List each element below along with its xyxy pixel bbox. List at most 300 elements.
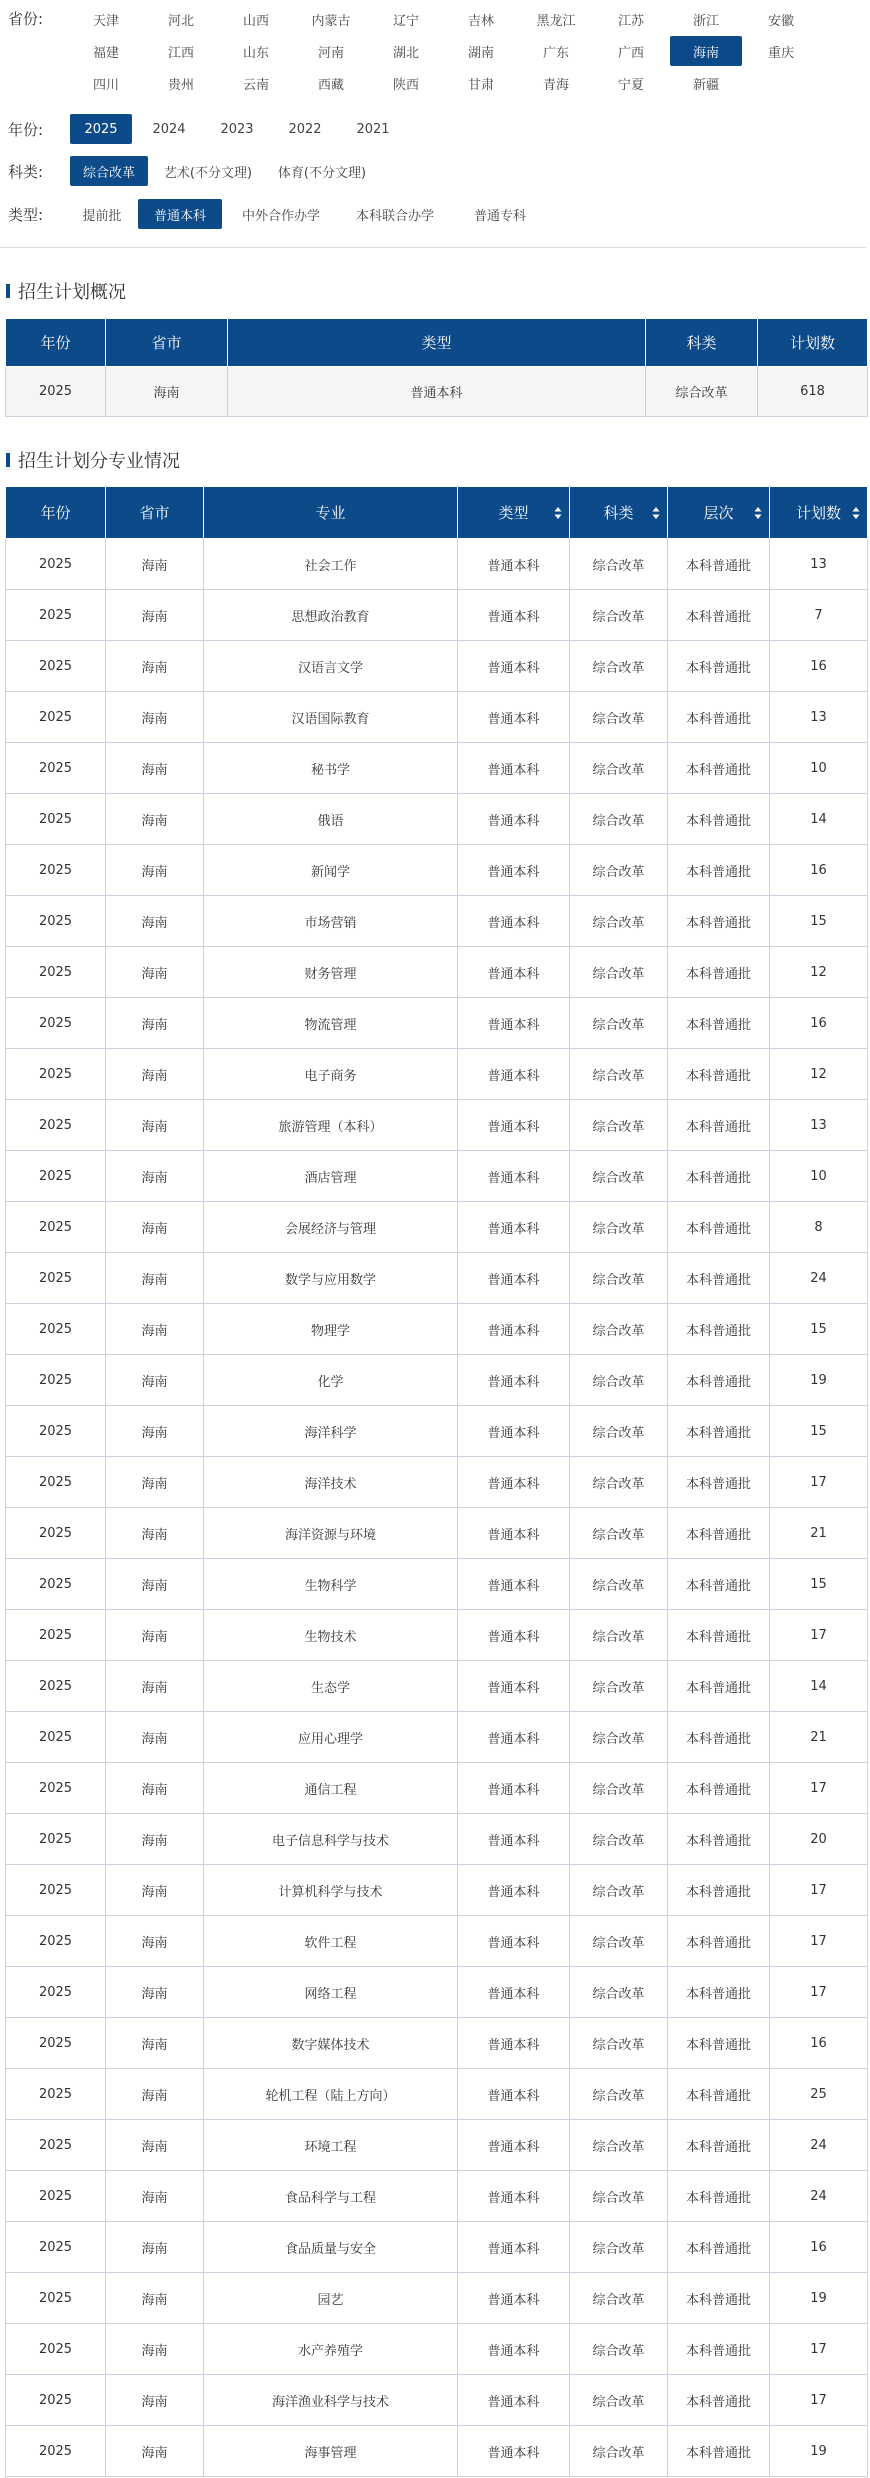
majors-header-row (6, 487, 868, 539)
table-cell: 普通本科 (458, 692, 570, 743)
table-cell: 普通本科 (458, 2222, 570, 2273)
table-cell: 海南 (106, 794, 204, 845)
province-option[interactable]: 福建 (92, 45, 119, 61)
table-cell: 21 (770, 1712, 868, 1763)
table-row (6, 1304, 868, 1355)
year-option[interactable]: 2025 (70, 114, 132, 144)
table-cell: 2025 (6, 1151, 106, 1202)
table-cell: 综合改革 (570, 2375, 668, 2426)
province-option[interactable]: 海南 (670, 36, 742, 66)
table-cell: 环境工程 (204, 2120, 458, 2171)
table-cell: 2025 (6, 1253, 106, 1304)
table-cell: 本科普通批 (668, 743, 770, 794)
table-cell: 本科普通批 (668, 641, 770, 692)
province-option[interactable]: 吉林 (467, 13, 494, 29)
province-option[interactable]: 宁夏 (617, 77, 644, 93)
table-cell: 生态学 (204, 1661, 458, 1712)
sort-icon[interactable] (754, 506, 762, 520)
table-cell: 海南 (106, 1151, 204, 1202)
province-option[interactable]: 云南 (242, 77, 269, 93)
table-cell: 海南 (106, 2120, 204, 2171)
summary-section-title (6, 278, 126, 304)
table-cell: 海南 (106, 367, 228, 417)
table-cell: 2025 (6, 743, 106, 794)
table-cell: 综合改革 (646, 367, 758, 417)
table-cell: 2025 (6, 1763, 106, 1814)
province-option[interactable]: 内蒙古 (311, 13, 351, 29)
table-cell: 海洋科学 (204, 1406, 458, 1457)
table-cell: 本科普通批 (668, 998, 770, 1049)
table-cell: 2025 (6, 947, 106, 998)
table-cell: 2025 (6, 896, 106, 947)
table-row (6, 1151, 868, 1202)
table-cell: 12 (770, 1049, 868, 1100)
table-cell: 综合改革 (570, 1508, 668, 1559)
table-cell: 普通本科 (228, 367, 646, 417)
column-header (204, 487, 458, 539)
table-cell: 综合改革 (570, 2324, 668, 2375)
table-cell: 2025 (6, 2069, 106, 2120)
table-cell: 2025 (6, 641, 106, 692)
table-cell: 2025 (6, 1865, 106, 1916)
sortable-column-header[interactable] (458, 487, 570, 539)
type-option[interactable]: 本科联合办学 (355, 208, 434, 224)
table-cell: 综合改革 (570, 845, 668, 896)
table-cell: 普通本科 (458, 1457, 570, 1508)
province-option[interactable]: 青海 (542, 77, 569, 93)
divider (0, 247, 866, 248)
table-cell: 本科普通批 (668, 2273, 770, 2324)
table-cell: 综合改革 (570, 1457, 668, 1508)
province-option[interactable]: 重庆 (767, 45, 794, 61)
table-cell: 本科普通批 (668, 896, 770, 947)
type-option[interactable]: 普通专科 (473, 208, 526, 224)
column-header-label: 计划数 (795, 504, 841, 522)
year-option[interactable]: 2022 (288, 121, 322, 137)
table-cell: 综合改革 (570, 590, 668, 641)
table-cell: 2025 (6, 692, 106, 743)
table-cell: 本科普通批 (668, 2018, 770, 2069)
table-cell: 2025 (6, 1202, 106, 1253)
table-row (6, 1253, 868, 1304)
table-cell: 本科普通批 (668, 1457, 770, 1508)
table-row (6, 590, 868, 641)
table-cell: 16 (770, 998, 868, 1049)
column-header: 年份 (6, 319, 106, 367)
table-cell: 电子信息科学与技术 (204, 1814, 458, 1865)
table-cell: 汉语国际教育 (204, 692, 458, 743)
table-cell: 本科普通批 (668, 1406, 770, 1457)
table-cell: 数字媒体技术 (204, 2018, 458, 2069)
table-cell: 17 (770, 1967, 868, 2018)
table-cell: 海南 (106, 692, 204, 743)
table-row (6, 896, 868, 947)
table-cell: 本科普通批 (668, 1763, 770, 1814)
table-cell: 本科普通批 (668, 2375, 770, 2426)
table-cell: 13 (770, 539, 868, 590)
table-cell: 本科普通批 (668, 1202, 770, 1253)
table-cell: 生物技术 (204, 1610, 458, 1661)
province-option[interactable]: 新疆 (692, 77, 719, 93)
table-cell: 2025 (6, 845, 106, 896)
column-header (106, 487, 204, 539)
summary-table (5, 318, 868, 417)
province-option[interactable]: 四川 (92, 77, 119, 93)
table-cell: 本科普通批 (668, 2426, 770, 2477)
table-cell: 海南 (106, 1202, 204, 1253)
table-cell: 本科普通批 (668, 1865, 770, 1916)
table-cell: 海南 (106, 743, 204, 794)
type-option[interactable]: 提前批 (82, 208, 122, 224)
table-cell: 海南 (106, 2273, 204, 2324)
table-cell: 普通本科 (458, 743, 570, 794)
table-cell: 24 (770, 2171, 868, 2222)
table-cell: 海南 (106, 845, 204, 896)
table-cell: 2025 (6, 590, 106, 641)
column-header-label: 层次 (703, 504, 734, 522)
table-cell: 综合改革 (570, 1049, 668, 1100)
province-option[interactable]: 河北 (167, 13, 194, 29)
table-cell: 15 (770, 1559, 868, 1610)
sort-icon[interactable] (852, 506, 860, 520)
table-cell: 普通本科 (458, 896, 570, 947)
table-row (6, 1865, 868, 1916)
table-cell: 普通本科 (458, 998, 570, 1049)
table-cell: 普通本科 (458, 1661, 570, 1712)
column-header-label: 类型 (498, 504, 529, 522)
table-cell: 2025 (6, 2375, 106, 2426)
province-filter (8, 8, 43, 29)
table-cell: 电子商务 (204, 1049, 458, 1100)
table-cell: 软件工程 (204, 1916, 458, 1967)
category-filter (8, 155, 380, 187)
table-cell: 综合改革 (570, 1865, 668, 1916)
table-cell: 普通本科 (458, 2120, 570, 2171)
table-cell: 14 (770, 794, 868, 845)
table-cell: 24 (770, 1253, 868, 1304)
table-cell: 本科普通批 (668, 2171, 770, 2222)
table-cell: 普通本科 (458, 1712, 570, 1763)
table-row (6, 2018, 868, 2069)
table-cell: 海南 (106, 641, 204, 692)
table-cell: 普通本科 (458, 2273, 570, 2324)
table-cell: 本科普通批 (668, 692, 770, 743)
table-cell: 海南 (106, 1865, 204, 1916)
table-cell: 24 (770, 2120, 868, 2171)
category-option[interactable]: 艺术(不分文理) (163, 165, 253, 181)
table-cell: 海南 (106, 1304, 204, 1355)
table-cell: 本科普通批 (668, 1355, 770, 1406)
table-cell: 普通本科 (458, 2171, 570, 2222)
table-cell: 综合改革 (570, 1151, 668, 1202)
table-cell: 17 (770, 1763, 868, 1814)
table-cell: 海南 (106, 590, 204, 641)
category-option[interactable]: 体育(不分文理) (277, 165, 367, 181)
table-cell: 普通本科 (458, 1151, 570, 1202)
province-option[interactable]: 甘肃 (467, 77, 494, 93)
table-cell: 普通本科 (458, 1967, 570, 2018)
table-cell: 本科普通批 (668, 1712, 770, 1763)
table-cell: 2025 (6, 1559, 106, 1610)
table-cell: 本科普通批 (668, 1814, 770, 1865)
table-cell: 综合改革 (570, 1814, 668, 1865)
table-cell: 海洋渔业科学与技术 (204, 2375, 458, 2426)
table-cell: 网络工程 (204, 1967, 458, 2018)
table-cell: 19 (770, 1355, 868, 1406)
table-row (6, 1661, 868, 1712)
table-cell: 轮机工程（陆上方向） (204, 2069, 458, 2120)
type-option[interactable]: 普通本科 (138, 199, 222, 229)
column-header: 计划数 (758, 319, 868, 367)
table-row (6, 1355, 868, 1406)
table-cell: 7 (770, 590, 868, 641)
table-cell: 本科普通批 (668, 1967, 770, 2018)
year-filter (8, 113, 410, 145)
table-row (6, 1049, 868, 1100)
table-cell: 17 (770, 2375, 868, 2426)
table-cell: 17 (770, 1865, 868, 1916)
table-cell: 财务管理 (204, 947, 458, 998)
table-cell: 普通本科 (458, 794, 570, 845)
table-row (6, 998, 868, 1049)
year-option[interactable]: 2023 (220, 121, 254, 137)
province-option[interactable]: 江苏 (617, 13, 644, 29)
table-cell: 普通本科 (458, 947, 570, 998)
table-cell: 海南 (106, 1406, 204, 1457)
summary-data-row (6, 367, 868, 417)
province-option[interactable]: 山东 (242, 45, 269, 61)
province-option[interactable]: 江西 (167, 45, 194, 61)
table-cell: 本科普通批 (668, 1559, 770, 1610)
table-cell: 社会工作 (204, 539, 458, 590)
table-cell: 物流管理 (204, 998, 458, 1049)
column-header-label: 省市 (139, 504, 170, 522)
year-option[interactable]: 2021 (356, 121, 390, 137)
table-cell: 本科普通批 (668, 1151, 770, 1202)
province-option[interactable]: 辽宁 (392, 13, 419, 29)
table-cell: 综合改革 (570, 794, 668, 845)
table-cell: 本科普通批 (668, 2222, 770, 2273)
table-cell: 普通本科 (458, 1049, 570, 1100)
province-option[interactable]: 浙江 (692, 13, 719, 29)
table-cell: 2025 (6, 1814, 106, 1865)
table-cell: 本科普通批 (668, 794, 770, 845)
table-cell: 食品科学与工程 (204, 2171, 458, 2222)
table-cell: 综合改革 (570, 2018, 668, 2069)
table-cell: 综合改革 (570, 2120, 668, 2171)
province-option[interactable]: 河南 (317, 45, 344, 61)
table-cell: 2025 (6, 1049, 106, 1100)
table-cell: 19 (770, 2426, 868, 2477)
table-row (6, 2273, 868, 2324)
table-cell: 海洋技术 (204, 1457, 458, 1508)
table-row (6, 1814, 868, 1865)
table-cell: 本科普通批 (668, 1100, 770, 1151)
province-option[interactable]: 贵州 (167, 77, 194, 93)
table-cell: 海南 (106, 1661, 204, 1712)
table-cell: 综合改革 (570, 1916, 668, 1967)
table-cell: 普通本科 (458, 1814, 570, 1865)
table-cell: 综合改革 (570, 1253, 668, 1304)
table-cell: 16 (770, 2018, 868, 2069)
table-cell: 8 (770, 1202, 868, 1253)
table-row (6, 1508, 868, 1559)
table-cell: 普通本科 (458, 1202, 570, 1253)
table-cell: 综合改革 (570, 1304, 668, 1355)
majors-table (5, 486, 868, 2477)
table-cell: 普通本科 (458, 1100, 570, 1151)
table-cell: 12 (770, 947, 868, 998)
table-row (6, 1967, 868, 2018)
table-cell: 海南 (106, 1712, 204, 1763)
table-row (6, 1763, 868, 1814)
table-cell: 综合改革 (570, 2069, 668, 2120)
sortable-column-header[interactable] (570, 487, 668, 539)
table-cell: 25 (770, 2069, 868, 2120)
year-option[interactable]: 2024 (152, 121, 186, 137)
sortable-column-header[interactable] (770, 487, 868, 539)
table-cell: 15 (770, 896, 868, 947)
table-row (6, 1100, 868, 1151)
table-cell: 综合改革 (570, 2171, 668, 2222)
table-cell: 海南 (106, 2426, 204, 2477)
table-cell: 2025 (6, 2426, 106, 2477)
table-cell: 普通本科 (458, 2069, 570, 2120)
table-cell: 海南 (106, 1457, 204, 1508)
province-option[interactable]: 山西 (242, 13, 269, 29)
table-cell: 17 (770, 1610, 868, 1661)
column-header: 省市 (106, 319, 228, 367)
table-cell: 15 (770, 1406, 868, 1457)
year-options (70, 113, 410, 145)
province-option[interactable]: 黑龙江 (536, 13, 576, 29)
table-cell: 14 (770, 1661, 868, 1712)
table-cell: 海事管理 (204, 2426, 458, 2477)
table-cell: 普通本科 (458, 1253, 570, 1304)
table-row (6, 1712, 868, 1763)
table-cell: 海南 (106, 2324, 204, 2375)
table-cell: 会展经济与管理 (204, 1202, 458, 1253)
majors-title-text: 招生计划分专业情况 (18, 451, 180, 472)
table-cell: 普通本科 (458, 641, 570, 692)
province-option[interactable]: 西藏 (317, 77, 344, 93)
table-cell: 本科普通批 (668, 2120, 770, 2171)
sort-icon[interactable] (652, 506, 660, 520)
province-option[interactable]: 广东 (542, 45, 569, 61)
sort-icon[interactable] (554, 506, 562, 520)
table-cell: 综合改革 (570, 998, 668, 1049)
table-cell: 21 (770, 1508, 868, 1559)
type-options (70, 198, 550, 230)
table-row (6, 2171, 868, 2222)
table-cell: 综合改革 (570, 1967, 668, 2018)
province-option[interactable]: 陕西 (392, 77, 419, 93)
table-row (6, 641, 868, 692)
table-cell: 旅游管理（本科） (204, 1100, 458, 1151)
table-cell: 20 (770, 1814, 868, 1865)
table-cell: 海南 (106, 1916, 204, 1967)
type-option[interactable]: 中外合作办学 (241, 208, 320, 224)
table-cell: 17 (770, 1457, 868, 1508)
table-row (6, 2222, 868, 2273)
table-cell: 综合改革 (570, 2222, 668, 2273)
province-option[interactable]: 安徽 (767, 13, 794, 29)
table-cell: 应用心理学 (204, 1712, 458, 1763)
table-row (6, 539, 868, 590)
table-cell: 食品质量与安全 (204, 2222, 458, 2273)
province-filter-label: 省份: (8, 10, 44, 28)
table-cell: 综合改革 (570, 1406, 668, 1457)
table-cell: 本科普通批 (668, 1253, 770, 1304)
table-row (6, 1916, 868, 1967)
table-cell: 2025 (6, 2120, 106, 2171)
year-filter-label: 年份: (8, 120, 44, 139)
table-cell: 海南 (106, 1100, 204, 1151)
table-cell: 2025 (6, 998, 106, 1049)
table-cell: 海南 (106, 1967, 204, 2018)
table-cell: 16 (770, 845, 868, 896)
province-option[interactable]: 广西 (617, 45, 644, 61)
table-cell: 俄语 (204, 794, 458, 845)
table-cell: 普通本科 (458, 590, 570, 641)
table-cell: 本科普通批 (668, 2069, 770, 2120)
table-cell: 综合改革 (570, 2426, 668, 2477)
table-row (6, 2375, 868, 2426)
province-option[interactable]: 湖南 (467, 45, 494, 61)
sortable-column-header[interactable] (668, 487, 770, 539)
table-cell: 2025 (6, 1712, 106, 1763)
category-option[interactable]: 综合改革 (70, 156, 148, 186)
table-row (6, 2426, 868, 2477)
type-filter (8, 198, 550, 230)
table-cell: 2025 (6, 2018, 106, 2069)
table-cell: 普通本科 (458, 1610, 570, 1661)
table-cell: 普通本科 (458, 1508, 570, 1559)
table-cell: 618 (758, 367, 868, 417)
table-row (6, 2324, 868, 2375)
table-cell: 13 (770, 692, 868, 743)
table-cell: 海南 (106, 1763, 204, 1814)
table-cell: 2025 (6, 2171, 106, 2222)
table-cell: 海南 (106, 1355, 204, 1406)
table-cell: 19 (770, 2273, 868, 2324)
category-options (70, 155, 380, 187)
table-cell: 综合改革 (570, 1610, 668, 1661)
table-cell: 海南 (106, 539, 204, 590)
table-cell: 综合改革 (570, 947, 668, 998)
table-row (6, 2069, 868, 2120)
table-row (6, 845, 868, 896)
table-cell: 物理学 (204, 1304, 458, 1355)
table-row (6, 794, 868, 845)
table-row (6, 743, 868, 794)
table-cell: 海南 (106, 998, 204, 1049)
table-cell: 2025 (6, 2324, 106, 2375)
table-cell: 水产养殖学 (204, 2324, 458, 2375)
table-cell: 15 (770, 1304, 868, 1355)
table-cell: 普通本科 (458, 2375, 570, 2426)
column-header (6, 487, 106, 539)
table-cell: 综合改革 (570, 1355, 668, 1406)
column-header: 类型 (228, 319, 646, 367)
province-option[interactable]: 湖北 (392, 45, 419, 61)
table-cell: 思想政治教育 (204, 590, 458, 641)
table-cell: 本科普通批 (668, 1661, 770, 1712)
table-cell: 2025 (6, 1406, 106, 1457)
table-cell: 17 (770, 2324, 868, 2375)
table-cell: 海南 (106, 896, 204, 947)
province-option[interactable]: 天津 (92, 13, 119, 29)
